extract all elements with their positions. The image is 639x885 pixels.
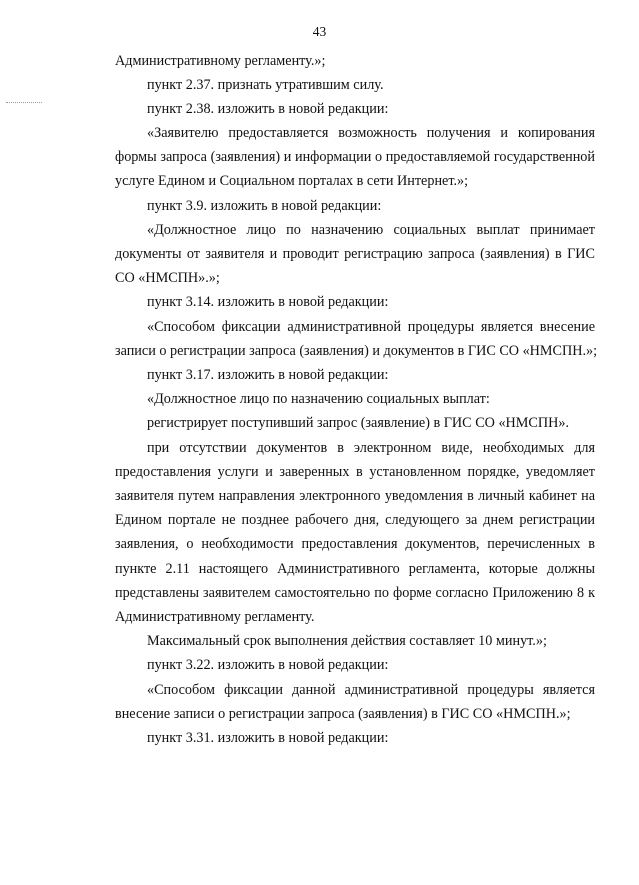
text-line: регистрирует поступивший запрос (заявление) в ГИС СО «НМСПН». (147, 415, 569, 431)
text-line: при отсутствии документов в электронном виде, необходимых для (147, 440, 595, 456)
text-line: Максимальный срок выполнения действия составляет 10 минут.»; (147, 633, 547, 649)
text-line: пункт 3.14. изложить в новой редакции: (147, 294, 389, 310)
text-line: заявления, о необходимости предоставления документов, перечисленных в (115, 536, 595, 552)
text-line: «Способом фиксации данной административной процедуры является (147, 682, 595, 698)
text-line: пункт 3.31. изложить в новой редакции: (147, 730, 389, 746)
text-line: представлены заявителем самостоятельно по форме согласно Приложению 8 к (115, 585, 595, 601)
text-line: «Заявителю предоставляется возможность получения и копирования (147, 125, 595, 141)
text-line: документы от заявителя и проводит регистрацию запроса (заявления) в ГИС (115, 246, 595, 262)
text-line: пункт 2.37. признать утратившим силу. (147, 77, 384, 93)
text-line: пункте 2.11 настоящего Административного регламента, которые должны (115, 561, 595, 577)
text-line: предоставления услуги и заверенных в установленном порядке, уведомляет (115, 464, 595, 480)
text-line: «Способом фиксации административной процедуры является внесение (147, 319, 595, 335)
text-line: заявителя путем направления электронного уведомления в личный кабинет на (115, 488, 595, 504)
text-line: Едином портале не позднее рабочего дня, следующего за днем регистрации (115, 512, 595, 528)
margin-mark (6, 102, 42, 105)
text-line: «Должностное лицо по назначению социальных выплат: (147, 391, 490, 407)
text-line: формы запроса (заявления) и информации о предоставляемой государственной (115, 149, 595, 165)
text-line: услуге Едином и Социальном порталах в сети Интернет.»; (115, 173, 469, 189)
text-line: пункт 3.9. изложить в новой редакции: (147, 198, 382, 214)
text-line: пункт 2.38. изложить в новой редакции: (147, 101, 389, 117)
text-line: «Должностное лицо по назначению социальных выплат принимает (147, 222, 595, 238)
page-number: 43 (312, 24, 327, 39)
text-line: СО «НМСПН».»; (115, 270, 220, 286)
text-line: пункт 3.17. изложить в новой редакции: (147, 367, 389, 383)
text-line: пункт 3.22. изложить в новой редакции: (147, 657, 389, 673)
text-line: записи о регистрации запроса (заявления) и документов в ГИС СО «НМСПН.»; (115, 343, 598, 359)
text-line: внесение записи о регистрации запроса (заявления) в ГИС СО «НМСПН.»; (115, 706, 571, 722)
text-line: Административному регламенту.»; (115, 53, 326, 69)
text-line: Административному регламенту. (115, 609, 315, 625)
